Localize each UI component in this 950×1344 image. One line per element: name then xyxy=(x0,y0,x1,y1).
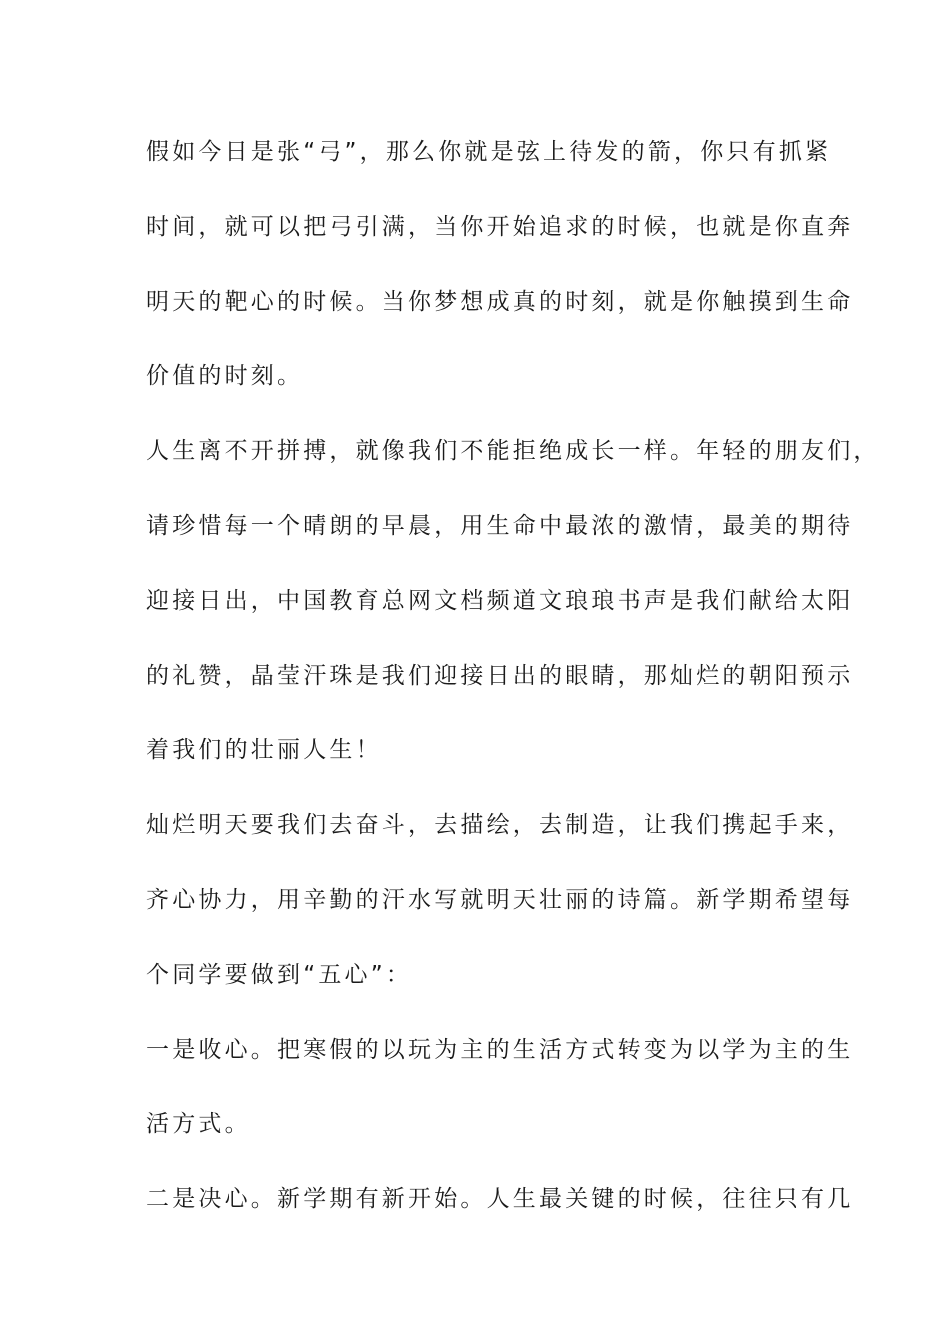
text-line: 价值的时刻。 xyxy=(146,363,304,390)
document-body xyxy=(146,128,880,1250)
text-line: 请珍惜每一个晴朗的早晨，用生命中最浓的激情，最美的期待 xyxy=(146,512,854,539)
text-line: 的礼赞，晶莹汗珠是我们迎接日出的眼睛，那灿烂的朝阳预示 xyxy=(146,662,854,689)
text-line: 迎接日出，中国教育总网文档频道文琅琅书声是我们献给太阳 xyxy=(146,587,854,614)
text-line: 假如今日是张“弓”，那么你就是弦上待发的箭，你只有抓紧 xyxy=(146,139,832,165)
text-line: 齐心协力，用辛勤的汗水写就明天壮丽的诗篇。新学期希望每 xyxy=(146,886,854,913)
text-line: 个同学要做到“五心”： xyxy=(146,961,413,988)
text-line: 灿烂明天要我们去奋斗，去描绘，去制造，让我们携起手来， xyxy=(146,812,854,839)
text-line: 着我们的壮丽人生！ xyxy=(146,737,382,764)
text-line: 时间，就可以把弓引满，当你开始追求的时候，也就是你直奔 xyxy=(146,213,854,240)
text-line: 一是收心。把寒假的以玩为主的生活方式转变为以学为主的生 xyxy=(146,1036,854,1063)
text-line: 活方式。 xyxy=(146,1111,251,1138)
text-line: 二是决心。新学期有新开始。人生最关键的时候，往往只有几 xyxy=(146,1186,854,1213)
text-line: 明天的靶心的时候。当你梦想成真的时刻，就是你触摸到生命 xyxy=(146,288,854,315)
text-line: 人生离不开拼搏，就像我们不能拒绝成长一样。年轻的朋友们， xyxy=(146,438,880,465)
